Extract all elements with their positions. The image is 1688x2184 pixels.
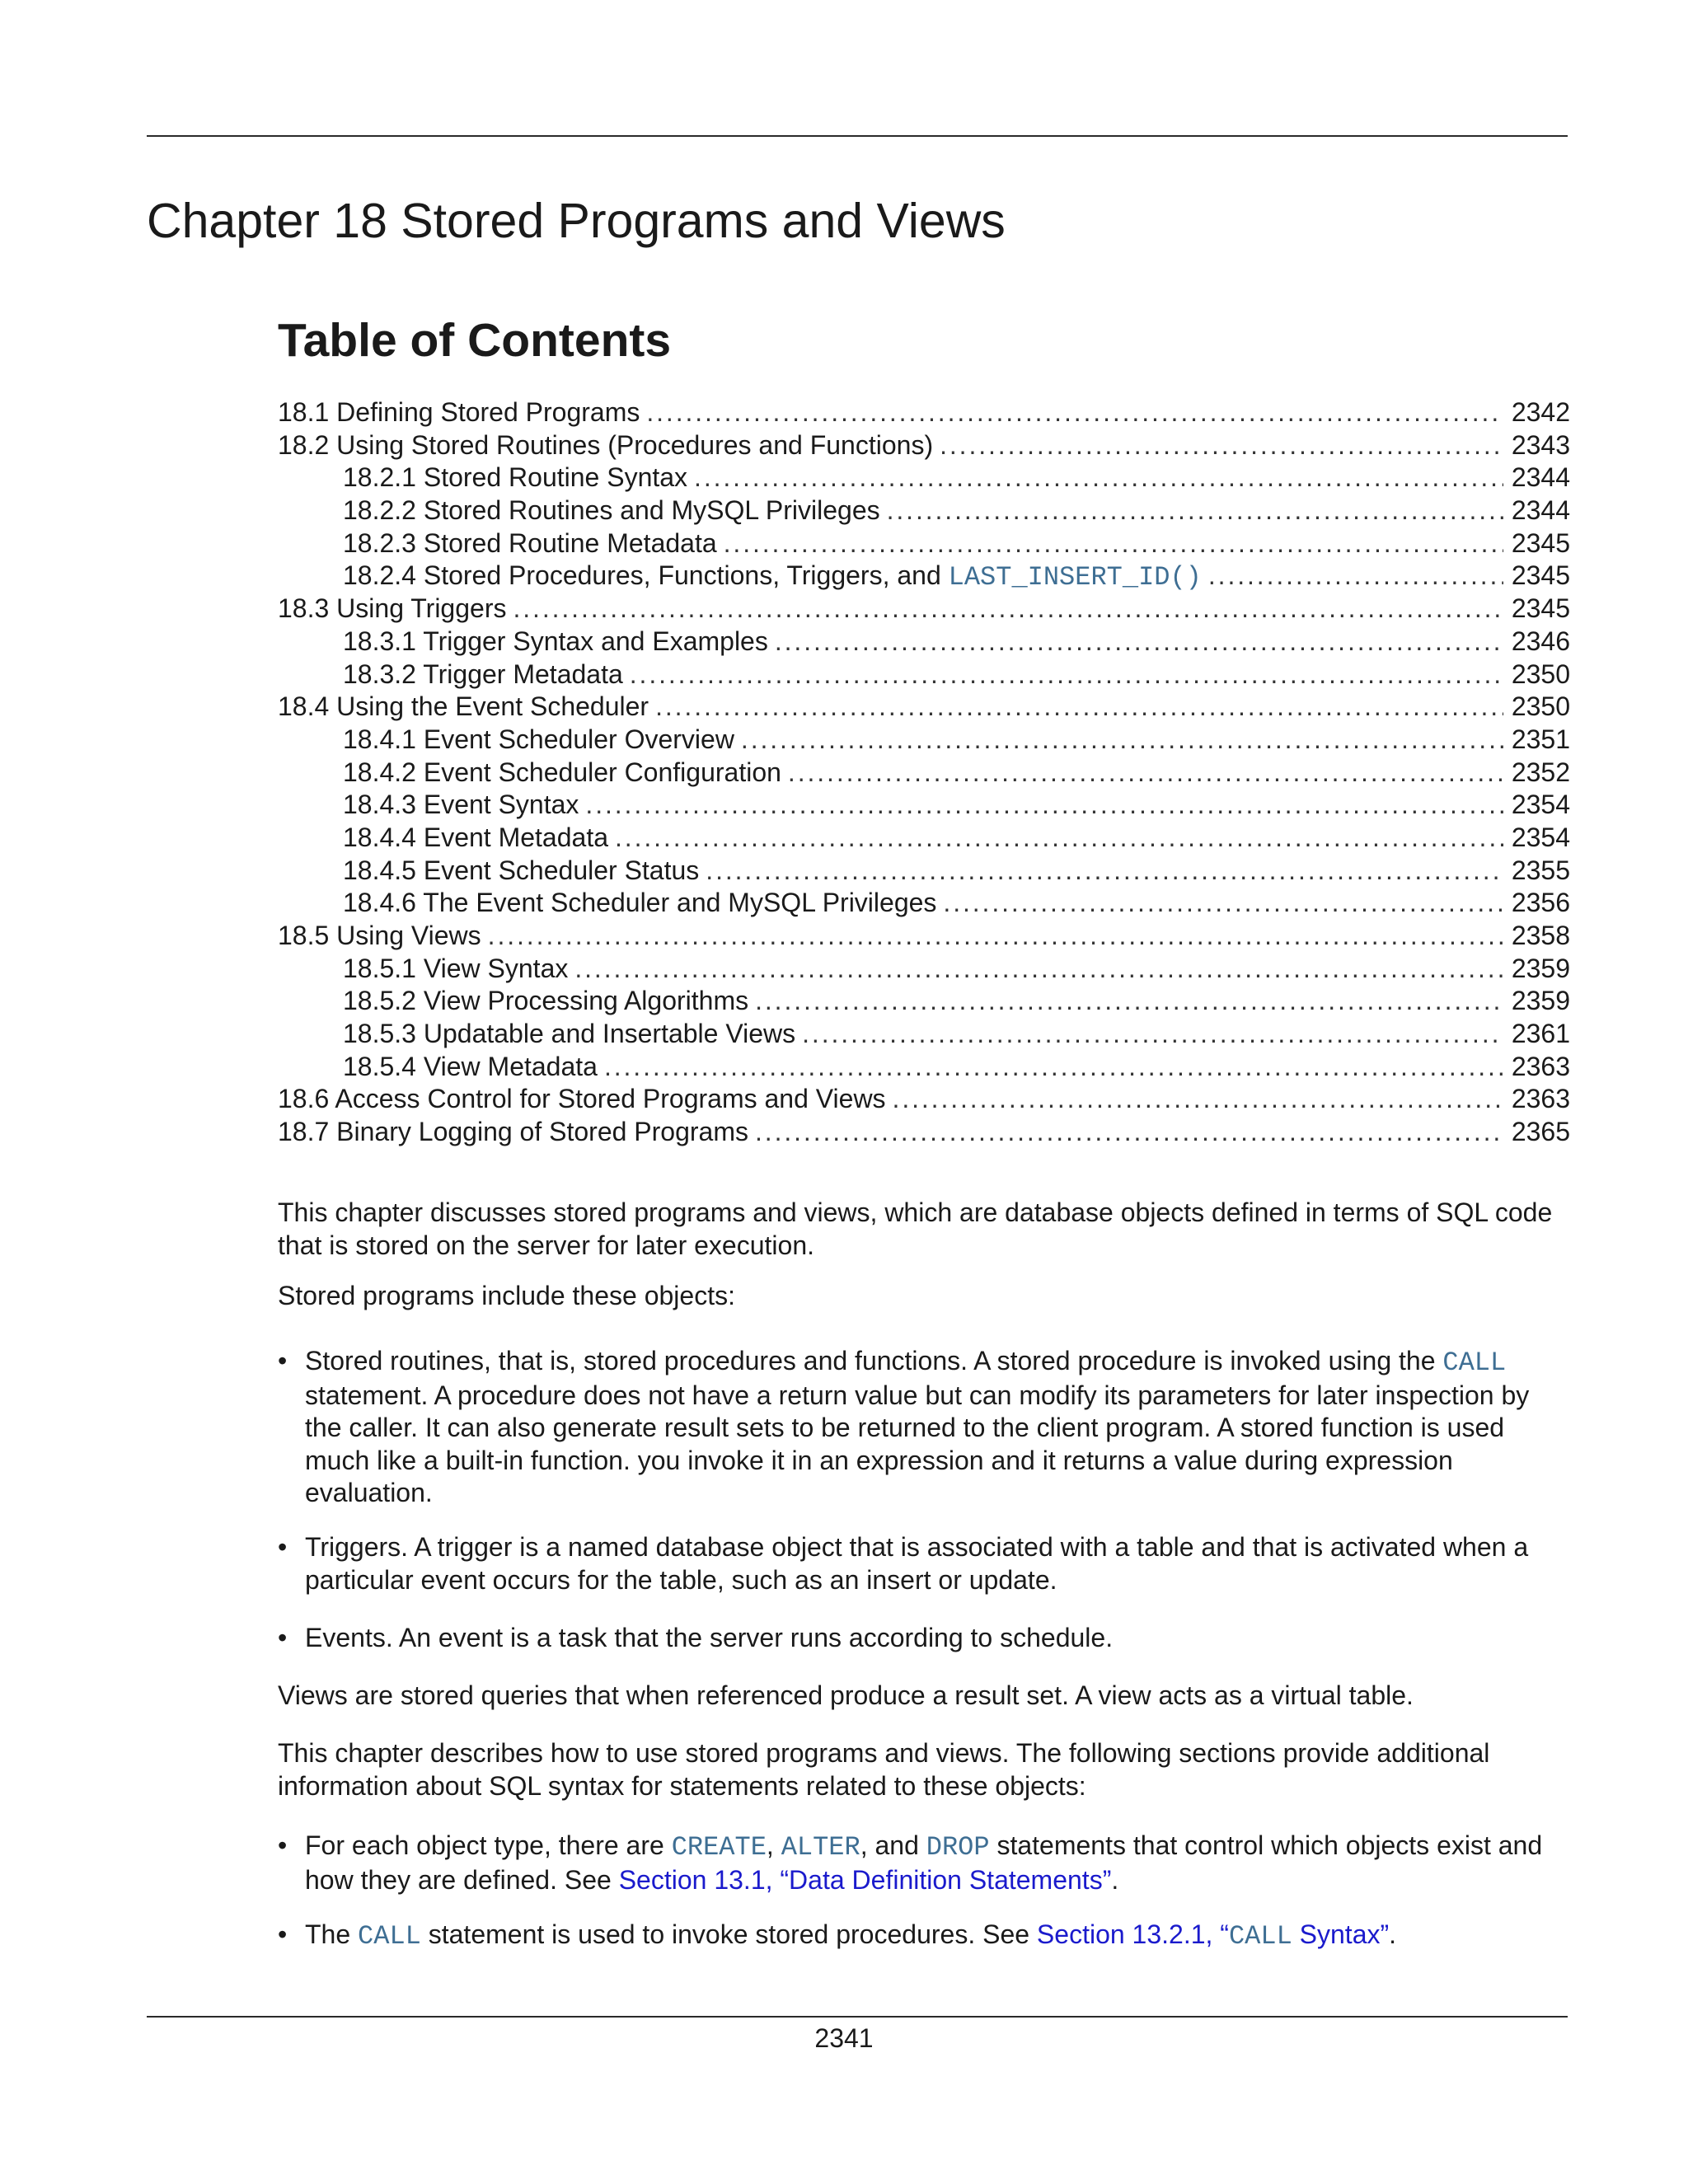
toc-entry[interactable] bbox=[278, 462, 1570, 494]
views-paragraph bbox=[278, 1680, 1564, 1713]
toc-entry-page: 2361 bbox=[1511, 1019, 1570, 1049]
toc-entry-page: 2343 bbox=[1511, 429, 1570, 460]
bullet-icon: • bbox=[278, 1830, 288, 1860]
toc-entry[interactable] bbox=[278, 429, 1570, 462]
toc-entry[interactable] bbox=[278, 789, 1570, 822]
footer-rule bbox=[147, 2016, 1568, 2018]
dot-leader bbox=[615, 822, 1503, 855]
dot-leader bbox=[940, 429, 1503, 462]
list-item-text: The CALL statement is used to invoke stored procedures. See Section 13.2.1, “CALL Syntax”. bbox=[305, 1919, 1397, 1952]
toc-entry-label: 18.2.1 Stored Routine Syntax bbox=[343, 462, 688, 493]
dot-leader bbox=[802, 1018, 1503, 1051]
dot-leader bbox=[630, 658, 1503, 691]
toc-entry[interactable] bbox=[278, 1116, 1570, 1149]
toc-entry[interactable] bbox=[278, 1018, 1570, 1051]
toc-entry-page: 2345 bbox=[1511, 527, 1570, 558]
toc-entry-label: 18.3.2 Trigger Metadata bbox=[343, 658, 623, 689]
dot-leader bbox=[775, 626, 1503, 658]
list-item bbox=[278, 1622, 1564, 1655]
toc-entry-code: LAST_INSERT_ID() bbox=[948, 562, 1202, 593]
toc-entry-label: 18.4 Using the Event Scheduler bbox=[278, 691, 649, 722]
describes-text: This chapter describes how to use stored programs and views. The following sections provide additional information about SQL syntax for statements related to these objects: bbox=[278, 1738, 1490, 1801]
toc-entry-page: 2356 bbox=[1511, 888, 1570, 918]
toc-entry-page: 2342 bbox=[1511, 397, 1570, 427]
bullet-icon: • bbox=[278, 1346, 288, 1376]
toc-entry-page: 2365 bbox=[1511, 1117, 1570, 1147]
toc-entry-page: 2350 bbox=[1511, 658, 1570, 689]
toc-entry-page: 2345 bbox=[1511, 593, 1570, 624]
dot-leader bbox=[893, 1083, 1503, 1116]
toc-entry-page: 2363 bbox=[1511, 1084, 1570, 1114]
toc-entry[interactable] bbox=[278, 396, 1570, 429]
dot-leader bbox=[887, 494, 1503, 527]
dot-leader bbox=[646, 396, 1503, 429]
dot-leader bbox=[513, 593, 1503, 626]
list-item-text: Events. An event is a task that the server runs according to schedule. bbox=[305, 1623, 1114, 1652]
dot-leader bbox=[574, 953, 1503, 986]
intro-text: This chapter discusses stored programs and views, which are database objects defined in terms of SQL code that is stored on the server for later execution. bbox=[278, 1197, 1553, 1260]
call-syntax-link[interactable]: Section 13.2.1, “CALL Syntax” bbox=[1036, 1919, 1390, 1952]
toc-entry[interactable] bbox=[278, 724, 1570, 757]
dot-leader bbox=[488, 920, 1503, 953]
toc-entry-label: 18.7 Binary Logging of Stored Programs bbox=[278, 1117, 748, 1147]
toc-entry-page: 2359 bbox=[1511, 986, 1570, 1016]
toc-entry[interactable] bbox=[278, 527, 1570, 560]
list-item bbox=[278, 1345, 1564, 1510]
views-text: Views are stored queries that when referenced produce a result set. A view acts as a virtual table. bbox=[278, 1680, 1414, 1710]
toc-entry-label: 18.4.5 Event Scheduler Status bbox=[343, 855, 700, 885]
toc-entry-label: 18.5.4 View Metadata bbox=[343, 1051, 598, 1081]
header-rule bbox=[147, 135, 1568, 137]
toc-entry[interactable] bbox=[278, 626, 1570, 658]
bullet-icon: • bbox=[278, 1623, 288, 1652]
toc-entry[interactable] bbox=[278, 985, 1570, 1018]
describes-paragraph bbox=[278, 1737, 1564, 1802]
toc-entry-label: 18.5 Using Views bbox=[278, 921, 481, 950]
dot-leader bbox=[741, 724, 1503, 757]
dot-leader bbox=[755, 1116, 1503, 1149]
toc-entry-label: 18.4.1 Event Scheduler Overview bbox=[343, 724, 734, 754]
dot-leader bbox=[1208, 560, 1503, 593]
toc-entry-label: 18.3.1 Trigger Syntax and Examples bbox=[343, 626, 768, 656]
toc-entry-page: 2346 bbox=[1511, 626, 1570, 656]
chapter-title: Chapter 18 Stored Programs and Views bbox=[147, 194, 1006, 248]
stored-programs-intro-text: Stored programs include these objects: bbox=[278, 1281, 735, 1310]
toc-entry-page: 2344 bbox=[1511, 495, 1570, 526]
toc-entry[interactable] bbox=[278, 887, 1570, 920]
toc-entry-label: 18.6 Access Control for Stored Programs and Views bbox=[278, 1084, 886, 1114]
dot-leader bbox=[724, 527, 1503, 560]
stored-programs-intro bbox=[278, 1280, 1564, 1313]
list-item-text: Triggers. A trigger is a named database object that is associated with a table and that is activated when a particular event occurs for the table, such as an insert or update. bbox=[305, 1532, 1529, 1595]
list-item-text: Stored routines, that is, stored procedures and functions. A stored procedure is invoked using the CALL statement. A procedure does not have a return value but can modify its parameters for later inspection by the caller. It can also generate result sets to be returned to the client program. A stored function is used much like a built-in function. you invoke it in an expression and it returns a value during expression evaluation. bbox=[305, 1346, 1530, 1507]
toc-entry[interactable] bbox=[278, 953, 1570, 986]
dot-leader bbox=[585, 789, 1503, 822]
page-number: 2341 bbox=[814, 2023, 874, 2053]
toc-entry-label: 18.5.1 View Syntax bbox=[343, 953, 569, 983]
drop-code: DROP bbox=[926, 1832, 990, 1863]
table-of-contents bbox=[278, 396, 1570, 1149]
toc-entry-page: 2363 bbox=[1511, 1051, 1570, 1081]
toc-entry-label: 18.4.3 Event Syntax bbox=[343, 790, 579, 820]
toc-entry[interactable] bbox=[278, 560, 1570, 593]
toc-entry-label: 18.4.2 Event Scheduler Configuration bbox=[343, 757, 781, 787]
toc-entry-label: 18.4.6 The Event Scheduler and MySQL Privileges bbox=[343, 888, 937, 918]
toc-entry-page: 2345 bbox=[1511, 560, 1570, 591]
dot-leader bbox=[604, 1051, 1503, 1084]
dot-leader bbox=[655, 691, 1503, 724]
toc-entry-page: 2358 bbox=[1511, 921, 1570, 950]
toc-entry-label: 18.1 Defining Stored Programs bbox=[278, 397, 640, 427]
call-code: CALL bbox=[1442, 1347, 1507, 1378]
call-code: CALL bbox=[358, 1921, 421, 1952]
toc-entry-page: 2355 bbox=[1511, 855, 1570, 885]
create-code: CREATE bbox=[671, 1832, 767, 1863]
toc-entry-label: 18.2.2 Stored Routines and MySQL Privileges bbox=[343, 495, 880, 526]
toc-entry[interactable] bbox=[278, 822, 1570, 855]
dot-leader bbox=[788, 757, 1503, 790]
toc-entry-label: 18.3 Using Triggers bbox=[278, 593, 507, 624]
toc-entry-page: 2351 bbox=[1511, 724, 1570, 754]
intro-paragraph bbox=[278, 1197, 1564, 1262]
list-item-text: For each object type, there are CREATE, ALTER, and DROP statements that control which objects exist and how they are defined. See Section 13.1, “Data Definition Statements”. bbox=[305, 1830, 1543, 1895]
toc-entry-page: 2344 bbox=[1511, 462, 1570, 493]
toc-entry[interactable] bbox=[278, 920, 1570, 953]
toc-entry[interactable] bbox=[278, 691, 1570, 724]
toc-entry-label: 18.2.3 Stored Routine Metadata bbox=[343, 527, 717, 558]
bullet-icon: • bbox=[278, 1532, 288, 1562]
data-definition-statements-link[interactable]: Section 13.1, “Data Definition Statements” bbox=[618, 1864, 1112, 1895]
toc-entry[interactable] bbox=[278, 1051, 1570, 1084]
dot-leader bbox=[694, 462, 1503, 494]
toc-entry-label: 18.4.4 Event Metadata bbox=[343, 822, 608, 852]
list-item bbox=[278, 1830, 1564, 1896]
dot-leader bbox=[755, 985, 1503, 1018]
toc-entry[interactable] bbox=[278, 658, 1570, 691]
list-item bbox=[278, 1919, 1564, 1953]
toc-entry[interactable] bbox=[278, 855, 1570, 888]
toc-entry-page: 2350 bbox=[1511, 691, 1570, 722]
toc-entry-page: 2352 bbox=[1511, 757, 1570, 787]
dot-leader bbox=[706, 855, 1503, 888]
toc-entry-label: 18.5.3 Updatable and Insertable Views bbox=[343, 1019, 796, 1049]
toc-entry[interactable] bbox=[278, 593, 1570, 626]
toc-entry-page: 2359 bbox=[1511, 953, 1570, 983]
toc-entry-label: 18.2.4 Stored Procedures, Functions, Triggers, and LAST_INSERT_ID() bbox=[343, 560, 1202, 593]
toc-entry-label: 18.2 Using Stored Routines (Procedures and Functions) bbox=[278, 429, 934, 460]
toc-entry-label: 18.5.2 View Processing Algorithms bbox=[343, 986, 749, 1016]
toc-entry-page: 2354 bbox=[1511, 790, 1570, 820]
dot-leader bbox=[943, 887, 1503, 920]
bullet-icon: • bbox=[278, 1919, 288, 1949]
toc-entry[interactable] bbox=[278, 757, 1570, 790]
toc-entry-page: 2354 bbox=[1511, 822, 1570, 852]
toc-heading: Table of Contents bbox=[278, 314, 672, 367]
alter-code: ALTER bbox=[781, 1832, 860, 1863]
list-item bbox=[278, 1531, 1564, 1596]
toc-entry[interactable] bbox=[278, 494, 1570, 527]
toc-entry[interactable] bbox=[278, 1083, 1570, 1116]
